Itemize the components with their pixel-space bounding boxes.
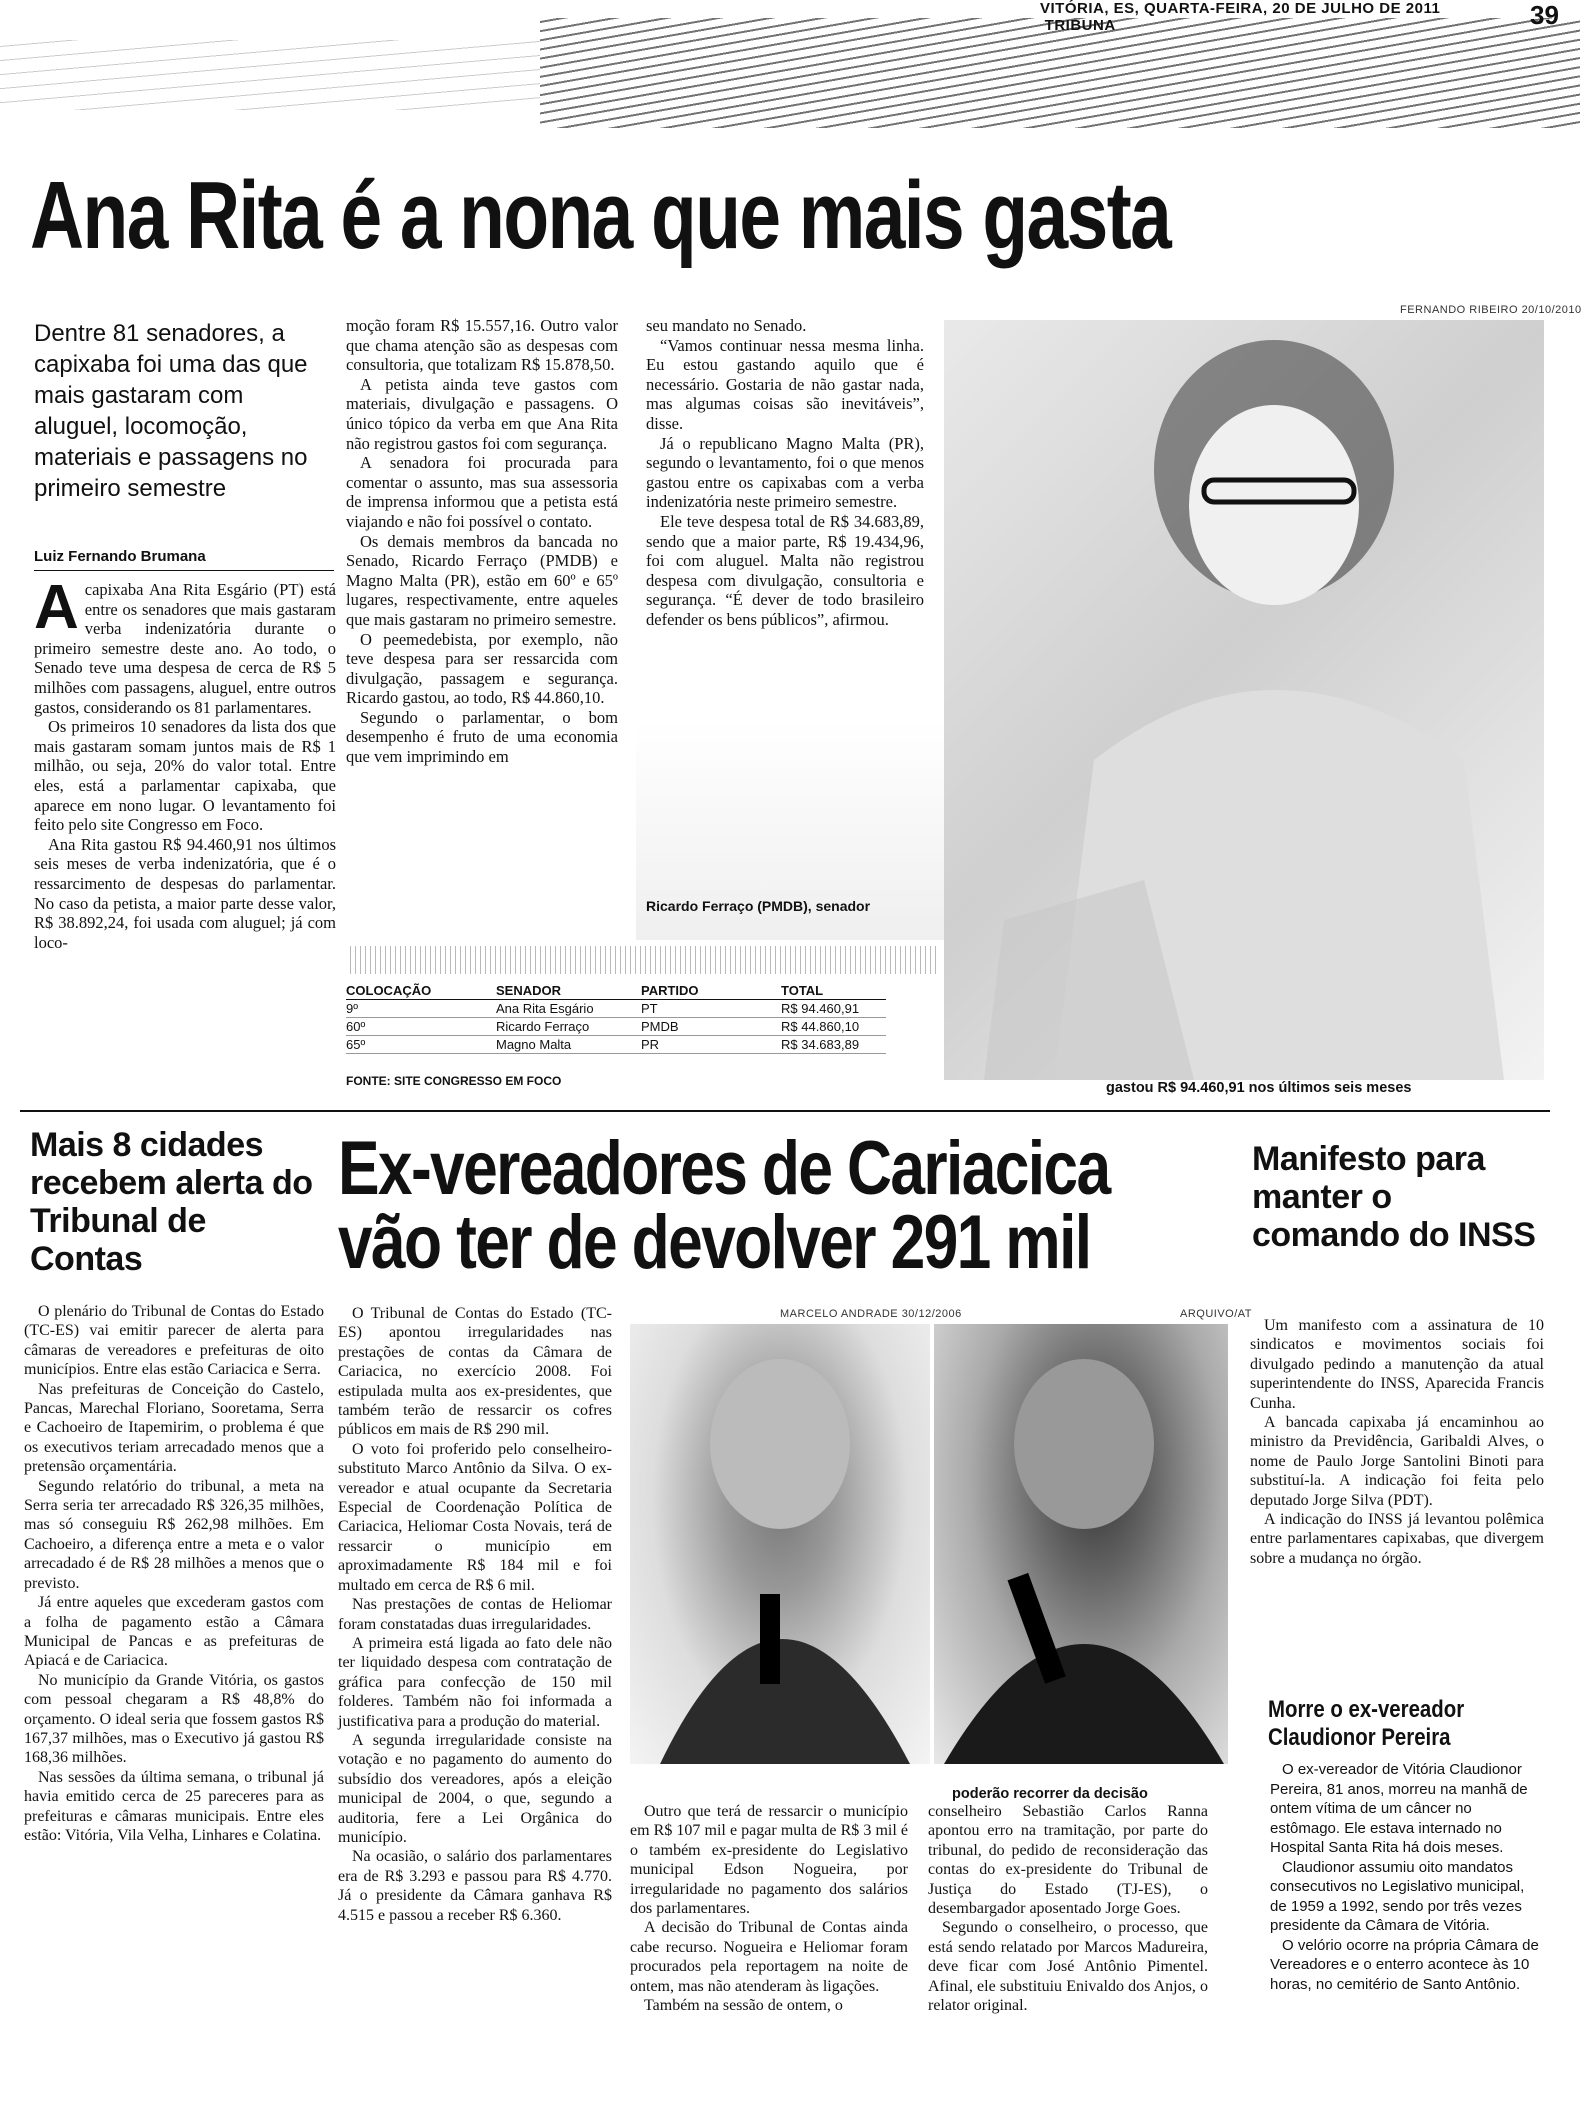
page-number: 39 (1530, 0, 1559, 30)
main-article-col3 (646, 316, 924, 630)
cariacica-col1 (338, 1304, 612, 1925)
paragraph: seu mandato no Senado. (646, 316, 807, 335)
paragraph: Nas prefeituras de Conceição do Castelo, Pancas, Marechal Floriano, Sooretama, Serra e Cachoeiro de Itapemirim, o problema é que os executivos teriam arrecadado menos que a pretensão orçamentária. (24, 1380, 324, 1476)
paragraph: A decisão do Tribunal de Contas ainda cabe recurso. Nogueira e Heliomar foram procurados pela reportagem na noite de ontem, mas não atenderam às ligações. (630, 1919, 908, 1995)
paragraph: Segundo relatório do tribunal, a meta na Serra seria ter arrecadado R$ 326,35 milhões, mas só conseguiu R$ 262,98 milhões. Em Cachoeiro, a diferença entre a meta e o valor arrecadado é de R$ 28 milhões a menos que o previsto. (24, 1477, 324, 1592)
photo-caption: gastou R$ 94.460,91 nos últimos seis meses (1106, 1080, 1412, 1096)
table-row (346, 1018, 886, 1036)
main-article-col1 (34, 573, 336, 952)
paragraph: Um manifesto com a assinatura de 10 sindicatos e movimentos sociais foi divulgado pedindo a manutenção da atual superintendente do INSS, Aparecida Francis Cunha. (1250, 1317, 1544, 1412)
paragraph: O plenário do Tribunal de Contas do Estado (TC-ES) vai emitir parecer de alerta para câmaras de vereadores e prefeituras de oito municípios. Entre elas estão Cariacica e Serra. (24, 1303, 324, 1379)
paragraph: Já entre aqueles que excederam gastos com a folha de pagamento estão a Câmara Municipal de Pancas e as prefeituras de Apiacá e de Cariacica. (24, 1594, 324, 1670)
inss-headline: Manifesto para manter o comando do INSS (1252, 1140, 1536, 1254)
main-headline: Ana Rita é a nona que mais gasta (30, 162, 1171, 269)
table-cell: R$ 44.860,10 (781, 1018, 886, 1036)
paragraph: moção foram R$ 15.557,16. Outro valor que chama atenção são as despesas com consultoria, que totalizam R$ 15.878,50. (346, 316, 618, 375)
heliomar-photo-illustration (630, 1324, 930, 1764)
paragraph: Os primeiros 10 senadores da lista dos que mais gastaram somam juntos mais de R$ 1 milhão, ou seja, 20% do valor total. Entre eles, está a parlamentar capixaba, que aparece em nono lugar. O levantamento foi feito pelo site Congresso em Foco. (34, 717, 336, 835)
table-row (346, 1036, 886, 1054)
cariacica-col3 (928, 1802, 1208, 2015)
scan-noise-band (540, 18, 1580, 128)
paragraph: O velório ocorre na própria Câmara de Vereadores e o enterro acontece às 10 horas, no cemitério de Santo Antônio. (1270, 1936, 1539, 1993)
paragraph: Segundo o conselheiro, o processo, que está sendo relatado por Marcos Madureira, deve ficar com José Antônio Pimentel. Afinal, ele substituiu Enivaldo dos Anjos, o relator original. (928, 1919, 1208, 2015)
paragraph: Nas prestações de contas de Heliomar foram constatadas duas irregularidades. (338, 1596, 612, 1633)
table-cell: 65º (346, 1036, 496, 1054)
photo-credit-main: FERNANDO RIBEIRO 20/10/2010 (1400, 304, 1582, 316)
paragraph: A primeira está ligada ao fato dele não ter liquidado despesa com contratação de gráfica para confecção de 150 mil folderes. Também não foi informada a justificativa para a produção do material. (338, 1634, 612, 1730)
main-article-col2 (346, 316, 618, 767)
paragraph: O peemedebista, por exemplo, não teve despesa para ser ressarcida com divulgação, passagem e segurança. Ricardo gastou, ao todo, R$ 44.860,10. (346, 629, 618, 708)
scan-noise-band-left (0, 40, 540, 110)
table-cell: Ana Rita Esgário (496, 1000, 641, 1018)
byline: Luiz Fernando Brumana (34, 548, 206, 565)
paragraph: Também na sessão de ontem, o (644, 1997, 843, 2015)
cariacica-headline-line1: Ex-vereadores de Cariacica (338, 1126, 1110, 1211)
cariacica-headline-line2: vão ter de devolver 291 mil (338, 1200, 1091, 1285)
spending-table (346, 982, 886, 1054)
paragraph: Ana Rita gastou R$ 94.460,91 nos últimos seis meses de verba indenizatória, que é o ressarcimento de despesas do parlamentar. No caso da petista, a maior parte desse valor, R$ 38.892,24, foi usada com aluguel; já com loco- (34, 834, 336, 952)
paragraph: No município da Grande Vitória, os gastos com pessoal chegaram a R$ 48,8% do orçamento. O ideal seria que fossem gastos R$ 167,37 milhões, mas o Executivo já gastou R$ 168,36 milhões. (24, 1671, 324, 1767)
table-row (346, 1000, 886, 1018)
paragraph: Claudionor assumiu oito mandatos consecutivos no Legislativo municipal, de 1959 a 1992, sendo por três vezes presidente da Câmara de Vitória. (1270, 1858, 1525, 1934)
paragraph: Na ocasião, o salário dos parlamentares era de R$ 3.293 e passou para R$ 4.770. Já o presidente da Câmara ganhava R$ 4.515 e passou a receber R$ 6.360. (338, 1848, 612, 1924)
paragraph: “Vamos continuar nessa mesma linha. Eu estou gastando aquilo que é necessário. Gostaria de não gastar nada, mas algumas coisas são inevitáveis”, disse. (646, 335, 924, 433)
paragraph: Outro que terá de ressarcir o município em R$ 107 mil e pagar multa de R$ 3 mil é o também ex-presidente do Legislativo municipal Edson Nogueira, por irregularidade no pagamento dos salários dos parlamentares. (630, 1803, 908, 1918)
newspaper-name: TRIBUNA (1044, 17, 1116, 34)
paragraph: A indicação do INSS já levantou polêmica entre parlamentares capixabas, que divergem sobre a mudança no órgão. (1250, 1511, 1544, 1567)
table-cell: 60º (346, 1018, 496, 1036)
table-cell: Magno Malta (496, 1036, 641, 1054)
paragraph: O Tribunal de Contas do Estado (TC-ES) apontou irregularidades nas prestações de contas da Câmara de Cariacica, no exercício 2008. Foi estipulada multa aos ex-presidentes, que também terão de ressarcir os cofres públicos em mais de R$ 290 mil. (338, 1305, 612, 1439)
paragraph: O voto foi proferido pelo conselheiro-substituto Marco Antônio da Silva. O ex-vereador e atual ocupante da Secretaria Especial de Coordenação Política de Cariacica, Heliomar Costa Novais, terá de ressarcir o município em aproximadamente R$ 184 mil e foi multado em cerca de R$ 6 mil. (338, 1440, 612, 1594)
section-divider (20, 1110, 1550, 1112)
tribunal-headline: Mais 8 cidades recebem alerta do Tribunal de Contas (30, 1126, 313, 1278)
paragraph: Já o republicano Magno Malta (PR), segundo o levantamento, foi o que menos gastou entre os capixabas com a verba indenizatória neste primeiro semestre. (646, 433, 924, 512)
paragraph: Os demais membros da bancada no Senado, Ricardo Ferraço (PMDB) e Magno Malta (PR), estão em 60º e 65º lugares, respectivamente, entre aqueles que mais gastaram no primeiro semestre. (346, 531, 618, 629)
table-cell: Ricardo Ferraço (496, 1018, 641, 1036)
col-header: PARTIDO (641, 982, 781, 1000)
senator-photo-illustration (944, 320, 1544, 1080)
paragraph: A senadora foi procurada para comentar o assunto, mas sua assessoria de imprensa informou que a petista está viajando e não foi possível o contato. (346, 453, 618, 531)
paragraph: capixaba Ana Rita Esgário (PT) está entre os senadores que mais gastaram verba indenizatória durante o primeiro semestre deste ano. Ao todo, o Senado teve uma despesa de cerca de R$ 5 milhões com passagens, aluguel, entre outros gastos, considerando os 81 parlamentares. (34, 580, 336, 717)
nogueira-photo (934, 1324, 1228, 1764)
paragraph: conselheiro Sebastião Carlos Ranna apontou erro na tramitação, por parte do tribunal, do pedido de reconsideração das contas do ex-presidente do Tribunal de Justiça do Estado (TJ-ES), o desembargador aposentado Jorge Goes. (928, 1803, 1208, 1918)
table-top-noise (346, 946, 936, 974)
cariacica-caption: poderão recorrer da decisão (952, 1786, 1148, 1802)
date-text: VITÓRIA, ES, QUARTA-FEIRA, 20 DE JULHO DE 2011 (1040, 0, 1441, 17)
cariacica-col2 (630, 1802, 908, 2015)
table-cell: R$ 94.460,91 (781, 1000, 886, 1018)
col-header: TOTAL (781, 982, 886, 1000)
paragraph: A bancada capixaba já encaminhou ao ministro da Previdência, Garibaldi Alves, o nome de Paulo Jorge Santolini Binoti para substituí-la. A indicação foi feita pelo deputado Jorge Silva (PDT). (1250, 1414, 1544, 1509)
tribunal-article-body (24, 1302, 324, 1845)
paragraph: Segundo o parlamentar, o bom desempenho é fruto de uma economia que vem imprimindo em (346, 707, 618, 767)
paragraph: O ex-vereador de Vitória Claudionor Pereira, 81 anos, morreu na manhã de ontem vítima de um câncer no estômago. Ele estava internado no Hospital Santa Rita há dois meses. (1270, 1761, 1528, 1856)
dropcap: A (34, 573, 79, 642)
senator-photo (944, 320, 1544, 1080)
paragraph: A petista ainda teve gastos com materiais, divulgação e passagens. O único tópico da verba em que Ana Rita não registrou gastos foi com segurança. (346, 374, 618, 453)
table-header-row (346, 982, 886, 1000)
paragraph: Nas sessões da última semana, o tribunal já havia emitido cerca de 25 pareceres para as prefeituras e câmaras municipais. Entre eles estão: Vitória, Vila Velha, Linhares e Colatina. (24, 1768, 324, 1844)
table-cell: R$ 34.683,89 (781, 1036, 886, 1054)
obituary-body (1270, 1760, 1542, 1994)
table-cell: 9º (346, 1000, 496, 1018)
heliomar-photo (630, 1324, 930, 1764)
table-cell: PR (641, 1036, 781, 1054)
table-cell: PT (641, 1000, 781, 1018)
nogueira-photo-illustration (934, 1324, 1228, 1764)
photo-credit-1: MARCELO ANDRADE 30/12/2006 (780, 1308, 962, 1320)
main-deck: Dentre 81 senadores, a capixaba foi uma das que mais gastaram com aluguel, locomoção, materiais e passagens no primeiro semestre (34, 320, 308, 502)
photo-credit-2: ARQUIVO/AT (1180, 1308, 1253, 1320)
date-line (1040, 0, 1520, 34)
photo-caption-small: Ricardo Ferraço (PMDB), senador (646, 898, 871, 914)
col-header: COLOCAÇÃO (346, 982, 496, 1000)
paragraph: Ele teve despesa total de R$ 34.683,89, sendo que a maior parte, R$ 19.434,96, foi com aluguel. Malta não registrou despesa com divulgação, consultoria e segurança. “É dever de todo brasileiro defender os bens públicos”, afirmou. (646, 511, 924, 629)
inss-article-body (1250, 1316, 1544, 1568)
byline-rule (34, 570, 334, 571)
col-header: SENADOR (496, 982, 641, 1000)
paragraph: A segunda irregularidade consiste na votação e no pagamento do aumento do subsídio dos vereadores, após a eleição municipal de 2004, o que, segundo a auditoria, fere a Lei Orgânica do município. (338, 1731, 612, 1846)
table-source: FONTE: SITE CONGRESSO EM FOCO (346, 1074, 562, 1088)
table-cell: PMDB (641, 1018, 781, 1036)
obituary-headline: Morre o ex-vereador Claudionor Pereira (1268, 1696, 1465, 1751)
